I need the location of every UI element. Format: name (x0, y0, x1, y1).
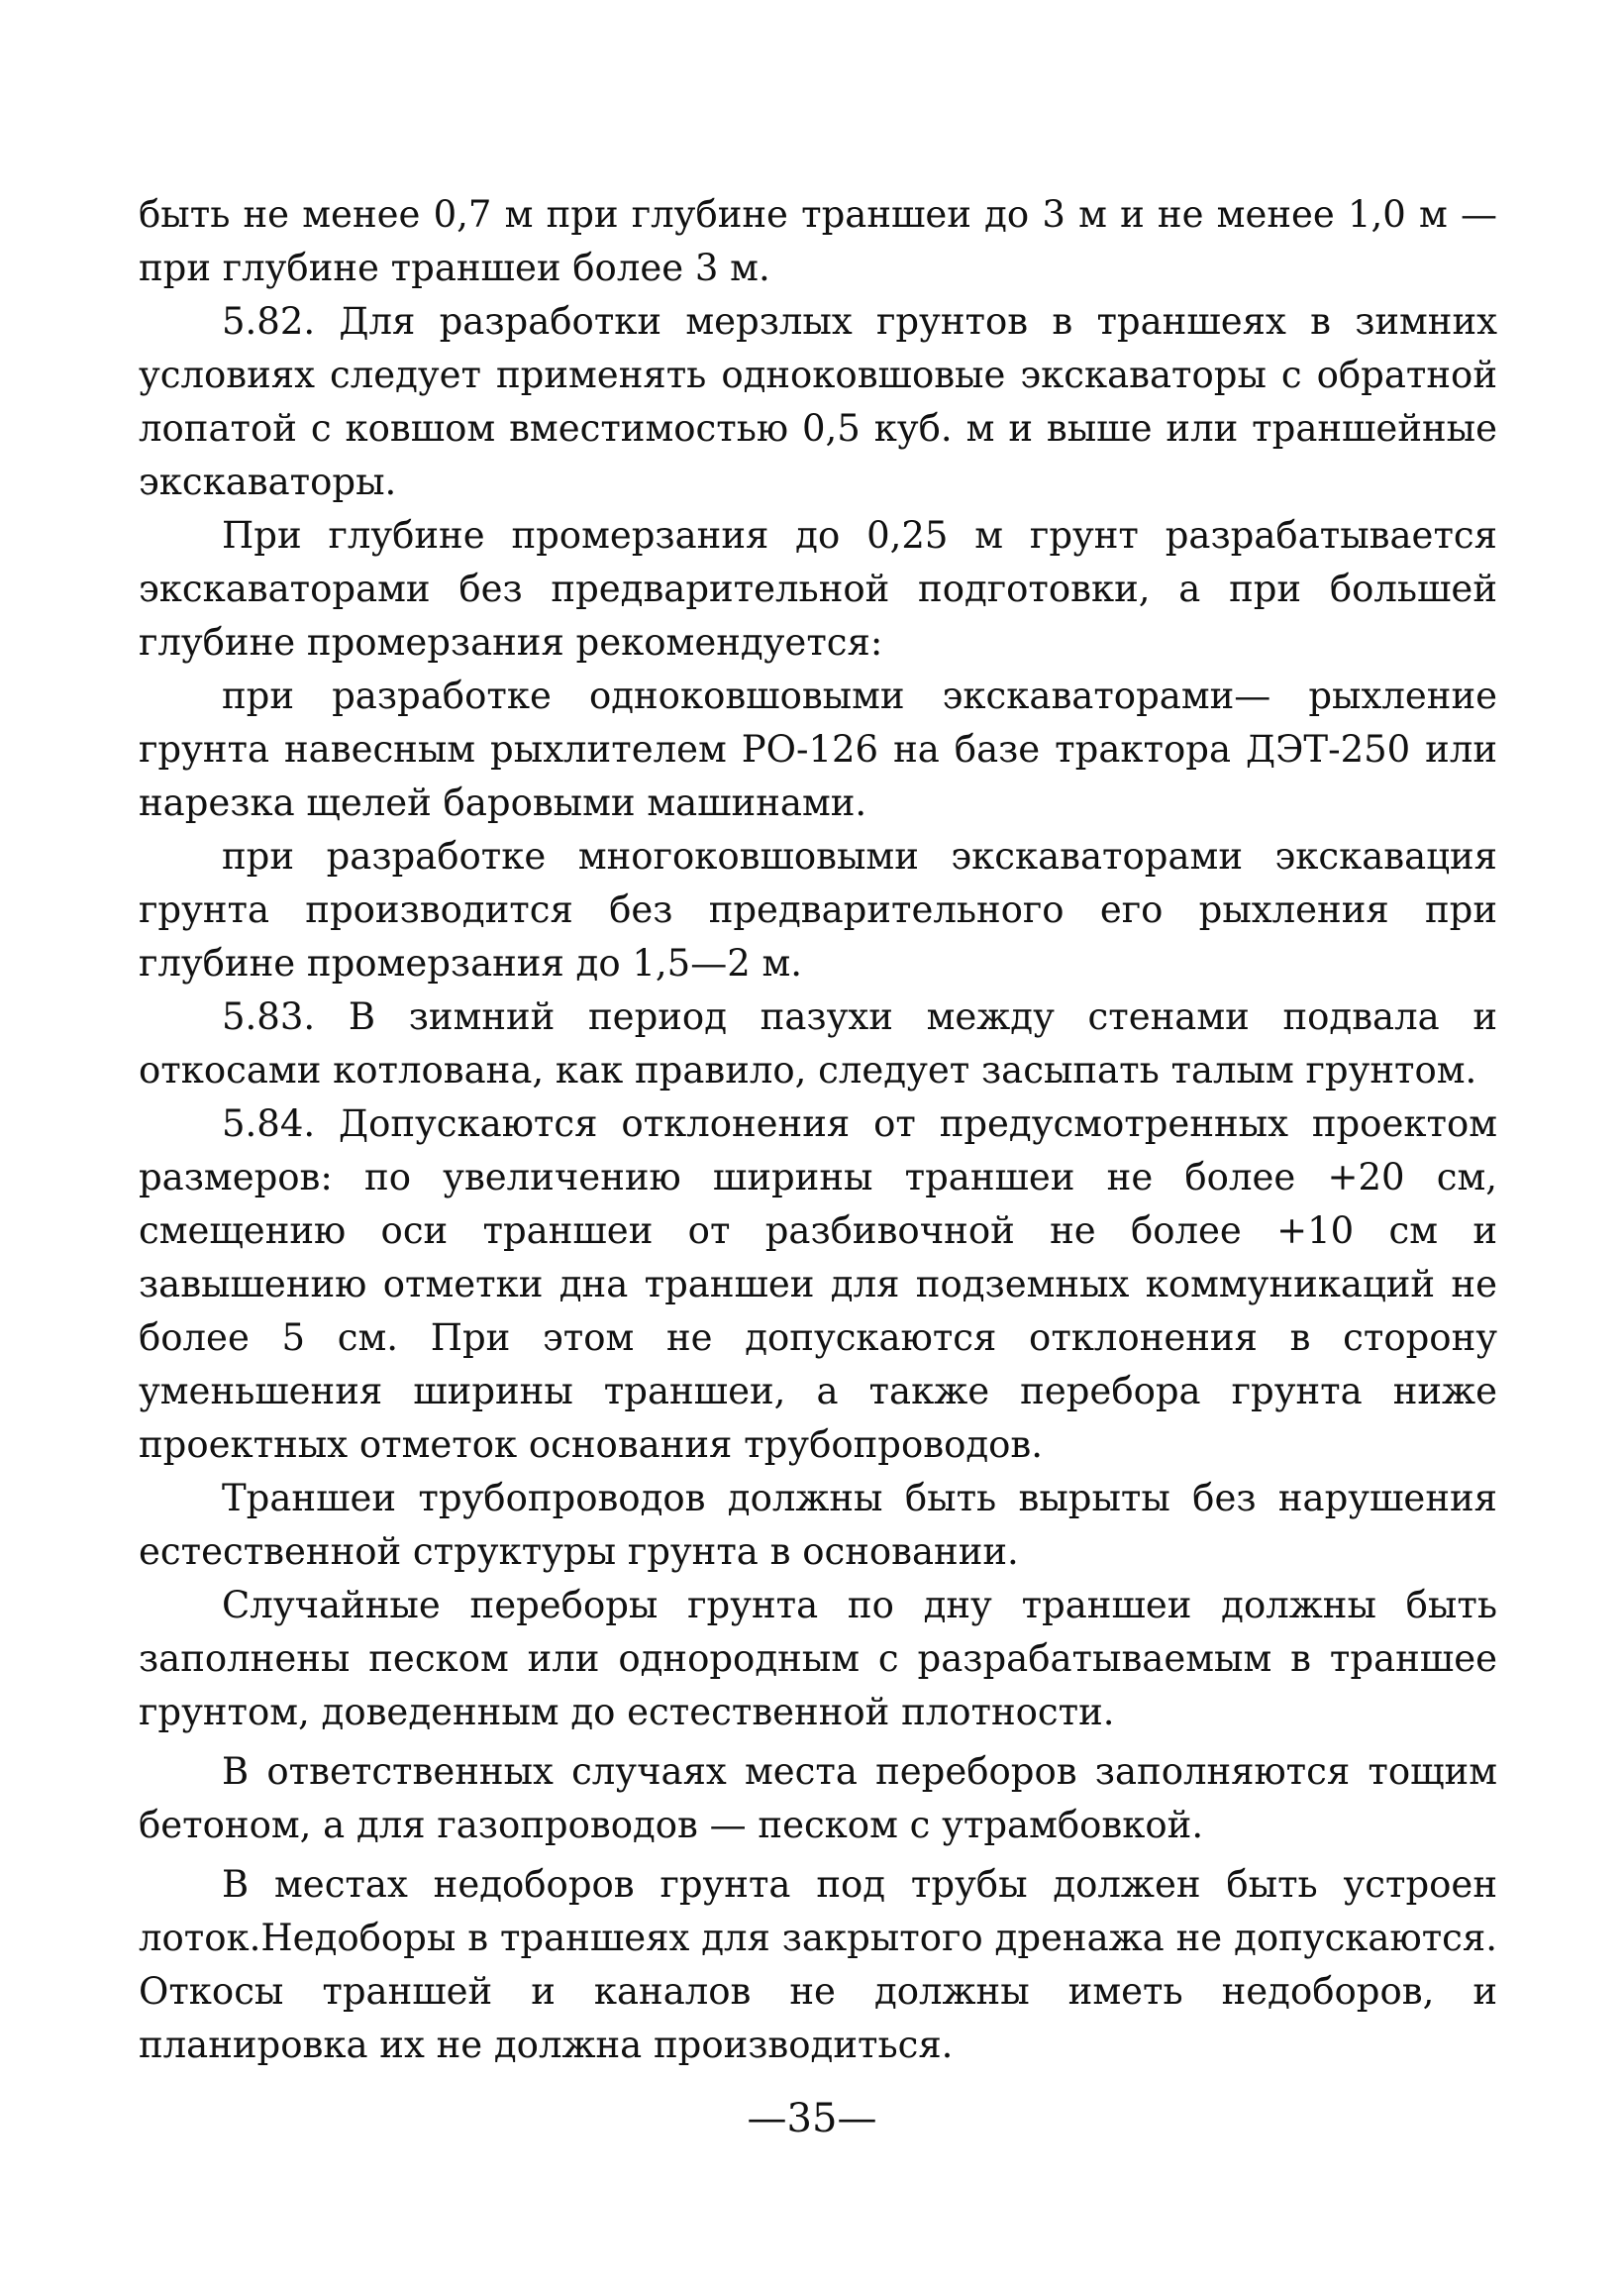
paragraph-underdig: В местах недоборов грунта под трубы должен быть устроен лоток.Недоборы в траншеях для закрытого дренажа не допускаются. Откосы траншей и каналов не должны иметь недоборов, и планировка их не должна производиться. (139, 1863, 1497, 2066)
paragraph-continuation: быть не менее 0,7 м при глубине траншеи до 3 м и не менее 1,0 м — при глубине траншеи более 3 м. (139, 193, 1497, 289)
paragraph-5-84: 5.84. Допускаются отклонения от предусмотренных проектом размеров: по увеличению ширины траншеи не более +20 см, смещению оси траншеи от разбивочной не более +10 см и завышению отметки дна траншеи для подземных коммуникаций не более 5 см. При этом не допускаются отклонения в сторону уменьшения ширины траншеи, а также перебора грунта ниже проектных отметок основания трубопроводов. (139, 1102, 1497, 1466)
paragraph-multi-bucket: при разработке многоковшовыми экскаваторами экскавация грунта производится без предварительного его рыхления при глубине промерзания до 1,5—2 м. (139, 835, 1497, 985)
paragraph-5-82: 5.82. Для разработки мерзлых грунтов в траншеях в зимних условиях следует применять одноковшовые экскаваторы с обратной лопатой с ковшом вместимостью 0,5 куб. м и выше или траншейные экскаваторы. (139, 300, 1497, 503)
paragraph-pipeline-trenches: Траншеи трубопроводов должны быть вырыты без нарушения естественной структуры грунта в основании. (139, 1477, 1497, 1573)
paragraph-5-83: 5.83. В зимний период пазухи между стенами подвала и откосами котлована, как правило, следует засыпать талым грунтом. (139, 995, 1497, 1092)
body-text (139, 188, 1497, 2072)
paragraph-accidental-overdig: Случайные переборы грунта по дну траншеи должны быть заполнены песком или однородным с разрабатываемым в траншее грунтом, доведенным до естественной плотности. (139, 1584, 1497, 1733)
paragraph-freezing-depth: При глубине промерзания до 0,25 м грунт разрабатывается экскаваторами без предварительной подготовки, а при большей глубине промерзания рекомендуется: (139, 514, 1497, 664)
paragraph-critical-cases: В ответственных случаях места переборов заполняются тощим бетоном, а для газопроводов — песком с утрамбовкой. (139, 1750, 1497, 1846)
paragraph-single-bucket: при разработке одноковшовыми экскаваторами— рыхление грунта навесным рыхлителем РО-126 на базе трактора ДЭТ-250 или нарезка щелей баровыми машинами. (139, 675, 1497, 824)
page-number: —35— (747, 2096, 877, 2141)
